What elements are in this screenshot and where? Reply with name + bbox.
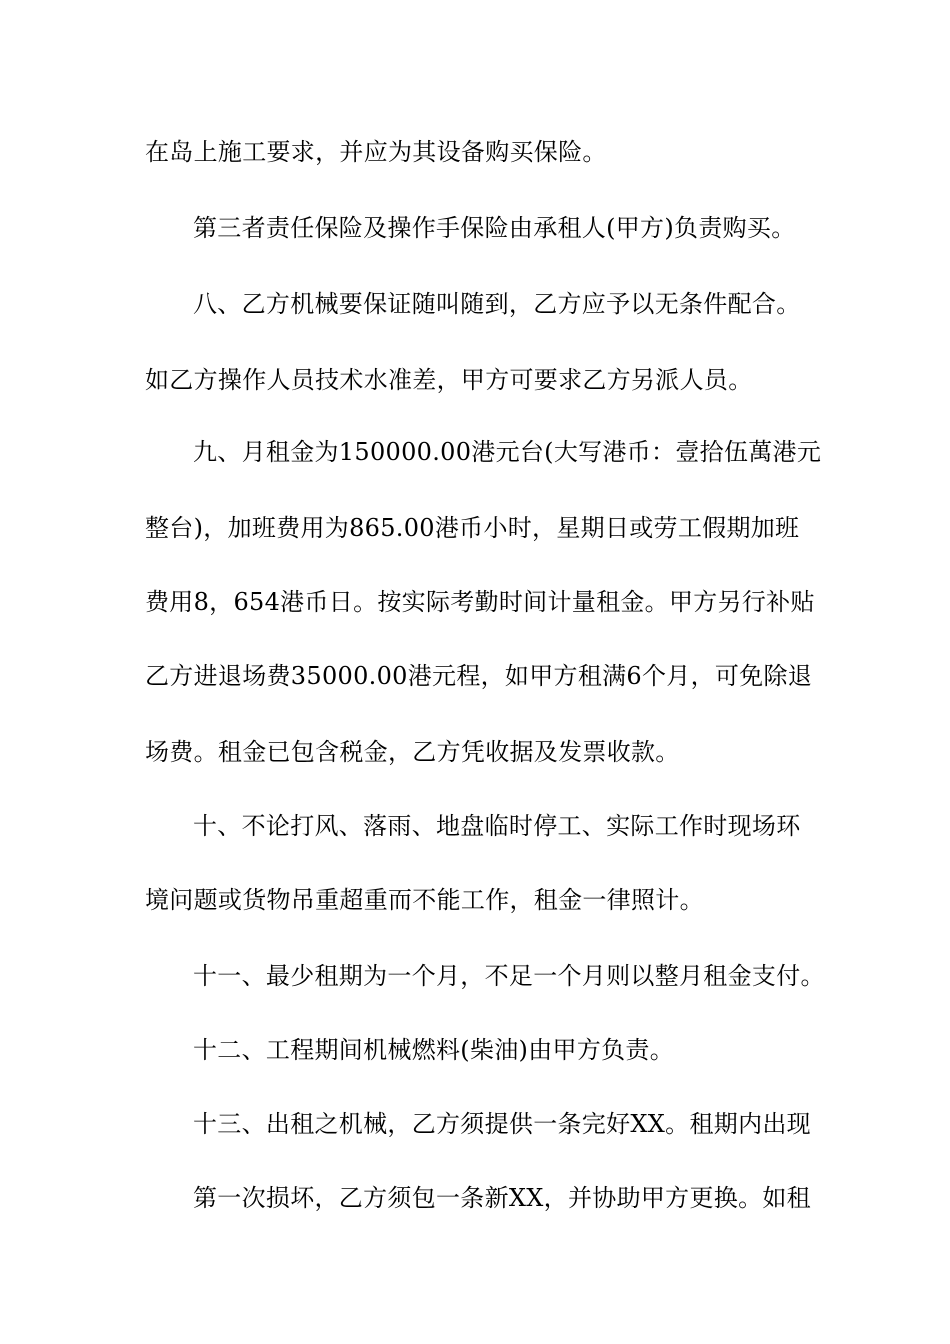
text-line-15: 第一次损坏，乙方须包一条新XX，并协助甲方更换。如租 — [193, 1184, 811, 1212]
text-line-12: 十一、最少租期为一个月，不足一个月则以整月租金支付。 — [193, 962, 825, 990]
text-line-10: 十、不论打风、落雨、地盘临时停工、实际工作时现场环 — [193, 812, 801, 840]
text-line-14: 十三、出租之机械，乙方须提供一条完好XX。租期内出现 — [193, 1110, 811, 1138]
text-line-2: 第三者责任保险及操作手保险由承租人(甲方)负责购买。 — [193, 214, 796, 242]
text-line-4: 如乙方操作人员技术水准差，甲方可要求乙方另派人员。 — [145, 366, 753, 394]
text-line-1: 在岛上施工要求，并应为其设备购买保险。 — [145, 138, 607, 166]
text-line-5: 九、月租金为150000.00港元台(大写港币：壹拾伍萬港元 — [193, 438, 822, 466]
text-line-9: 场费。租金已包含税金，乙方凭收据及发票收款。 — [145, 738, 680, 766]
text-line-3: 八、乙方机械要保证随叫随到，乙方应予以无条件配合。 — [193, 290, 801, 318]
text-line-8: 乙方进退场费35000.00港元程，如甲方租满6个月，可免除退 — [145, 662, 813, 690]
text-line-13: 十二、工程期间机械燃料(柴油)由甲方负责。 — [193, 1036, 675, 1064]
text-line-7: 费用8，654港币日。按实际考勤时间计量租金。甲方另行补贴 — [145, 588, 815, 616]
text-line-11: 境问题或货物吊重超重而不能工作，租金一律照计。 — [145, 886, 704, 914]
text-line-6: 整台)，加班费用为865.00港币小时，星期日或劳工假期加班 — [145, 514, 800, 542]
